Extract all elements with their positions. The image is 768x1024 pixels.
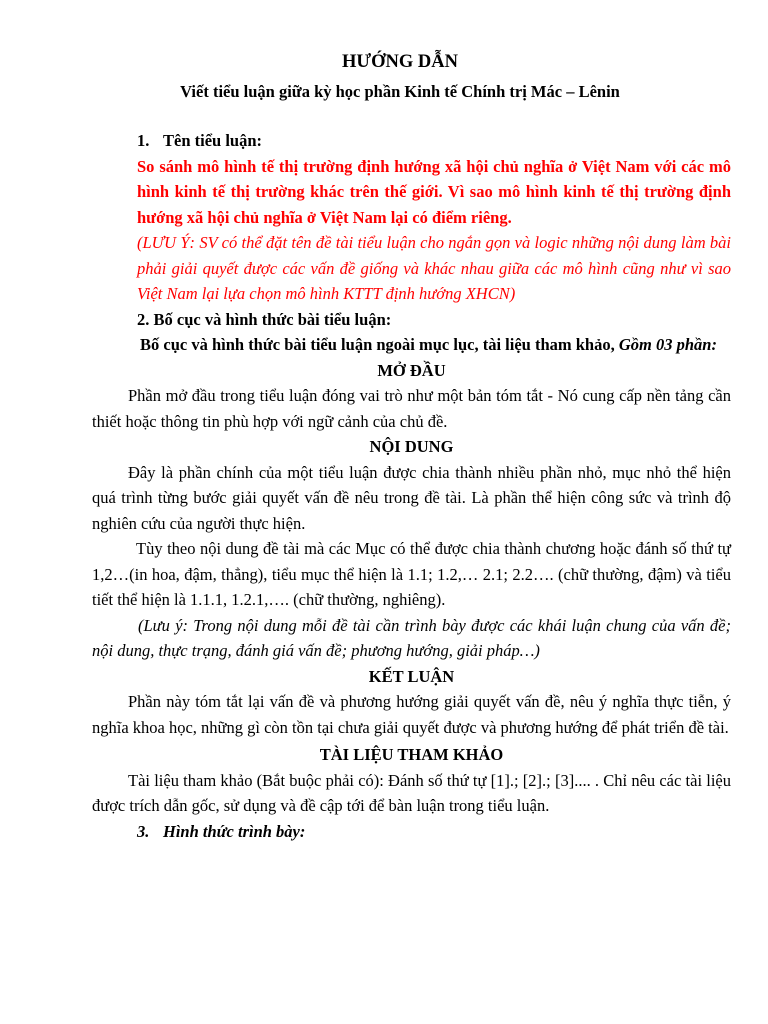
section3-number: 3. [137,821,150,841]
ket-luan-heading: KẾT LUẬN [368,666,455,686]
section1-heading-text: Tên tiểu luận: [163,131,263,150]
structure-intro-italic: Gồm 03 phần: [614,335,717,354]
page-subtitle: Viết tiểu luận giữa kỳ học phần Kinh tế Chính trị Mác – Lênin [180,82,620,101]
section1-number: 1. [137,131,150,150]
tai-lieu-heading: TÀI LIỆU THAM KHẢO [319,745,504,764]
mo-dau-heading: MỞ ĐẦU [377,360,446,380]
noi-dung-note: (Lưu ý: Trong nội dung mỗi đề tài cần trình bày được các khái luận chung của vấn đề; nội dung, thực trạng, đánh giá vấn đề; phương hướng, giải pháp…) [92,615,731,660]
essay-topic: So sánh mô hình tế thị trường định hướng xã hội chủ nghĩa ở Việt Nam với các mô hình kinh tế thị trường khác trên thế giới. Vì sao mô hình kinh tế thị trường định hướng xã hội chủ nghĩa ở Việt Nam lại có điểm riêng. [137,156,731,227]
section1-heading [92,128,731,154]
section3-heading-text: Hình thức trình bày: [163,821,306,841]
noi-dung-text-2: Tùy theo nội dung đề tài mà các Mục có thể được chia thành chương hoặc đánh số thứ tự 1,2…(in hoa, đậm, thẳng), tiểu mục thể hiện là 1.1; 1.2,… 2.1; 2.2…. (chữ thường, đậm) và tiểu tiết thể hiện là 1.1.1, 1.2.1,…. (chữ thường, nghiêng). [92,539,731,609]
mo-dau-text: Phần mở đầu trong tiểu luận đóng vai trò như một bản tóm tắt - Nó cung cấp nền tảng cần thiết hoặc thông tin phù hợp với ngữ cảnh của chủ đề. [92,386,731,431]
ket-luan-text: Phần này tóm tắt lại vấn đề và phương hướng giải quyết vấn đề, nêu ý nghĩa thực tiễn, ý nghĩa khoa học, những gì còn tồn tại chưa giải quyết được và phương hướng để phát triển đề tài. [92,692,731,737]
structure-intro-bold: Bố cục và hình thức bài tiểu luận ngoài mục lục, tài liệu tham khảo, [140,335,615,354]
noi-dung-heading: NỘI DUNG [369,437,454,456]
topic-note: (LƯU Ý: SV có thể đặt tên đề tài tiểu luận cho ngắn gọn và logic những nội dung làm bài phải giải quyết được các vấn đề giống và khác nhau giữa các mô hình cũng như vì sao Việt Nam lại lựa chọn mô hình KTTT định hướng XHCN) [137,233,731,303]
section2-heading: 2. Bố cục và hình thức bài tiểu luận: [137,309,392,329]
tai-lieu-text: Tài liệu tham khảo (Bắt buộc phải có): Đánh số thứ tự [1].; [2].; [3].... . Chỉ nêu các tài liệu được trích dẫn gốc, sử dụng và đề cập tới để bàn luận trong tiểu luận. [92,770,731,815]
section3-heading [92,819,731,845]
structure-intro [92,332,731,358]
page-title: HƯỚNG DẪN [342,52,458,72]
document-body [92,128,731,844]
noi-dung-text-1: Đây là phần chính của một tiểu luận được chia thành nhiều phần nhỏ, mục nhỏ thể hiện quá trình từng bước giải quyết vấn đề nêu trong đề tài. Là phần thể hiện công sức và trình độ nghiên cứu của người thực hiện. [92,462,731,533]
